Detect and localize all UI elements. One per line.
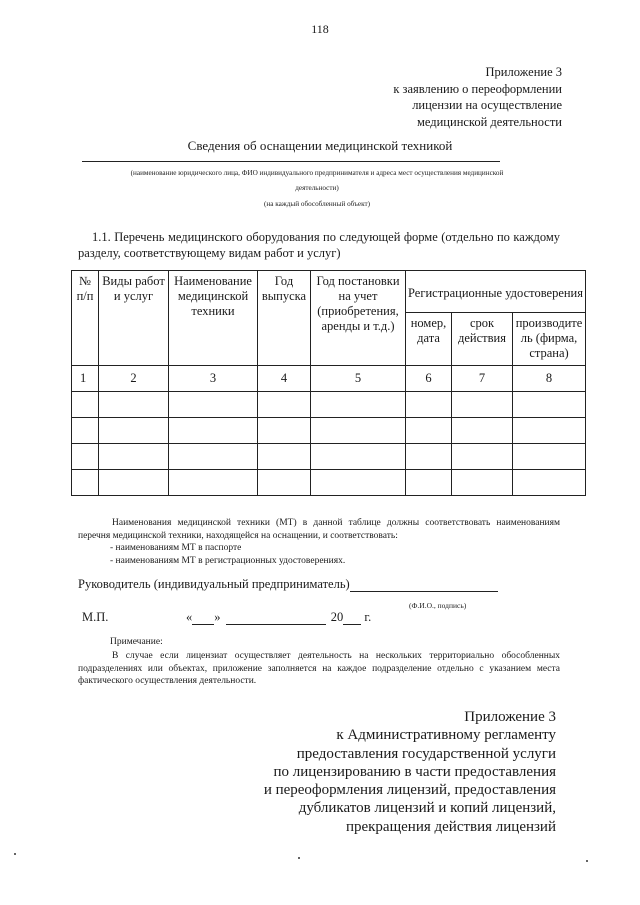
table-cell[interactable] <box>99 418 169 444</box>
table-cell[interactable] <box>72 418 99 444</box>
date-day-field[interactable] <box>192 624 214 625</box>
appendix-top-line: медицинской деятельности <box>416 114 562 129</box>
table-cell[interactable] <box>452 392 513 418</box>
header-name: Наименование медицинской техники <box>169 271 258 366</box>
table-row <box>72 392 586 418</box>
table-cell[interactable] <box>169 470 258 496</box>
date-open-quote: « <box>186 610 193 624</box>
column-number: 3 <box>169 366 258 392</box>
column-number-row <box>72 366 586 392</box>
table-cell[interactable] <box>258 444 311 470</box>
page-number: 118 <box>311 22 329 36</box>
table-cell[interactable] <box>72 444 99 470</box>
table-cell[interactable] <box>406 418 452 444</box>
header-certs: Регистрационные удостоверения <box>406 271 586 313</box>
caption-line-2: деятельности) <box>295 184 339 192</box>
column-number: 5 <box>311 366 406 392</box>
header-types: Виды работ и услуг <box>99 271 169 366</box>
appendix-top-block <box>393 64 562 130</box>
appendix-top-line: к заявлению о переоформлении <box>393 81 562 96</box>
table-cell[interactable] <box>311 392 406 418</box>
caption-line-1: (наименование юридического лица, ФИО индивидуального предпринимателя и адреса мест осуществления медицинской <box>130 169 504 177</box>
date-line <box>186 610 371 625</box>
table-cell[interactable] <box>452 470 513 496</box>
stamp-label: М.П. <box>82 610 109 624</box>
header-reg-year: Год постановки на учет (приобретения, аренды и т.д.) <box>311 271 406 366</box>
table-note-bullet: - наименованиям МТ в регистрационных удостоверениях. <box>110 555 346 566</box>
table-cell[interactable] <box>72 392 99 418</box>
equipment-table <box>71 270 586 496</box>
appendix-top-line: лицензии на осуществление <box>412 98 562 112</box>
header-year: Год выпуска <box>258 271 311 366</box>
header-num: № п/п <box>72 271 99 366</box>
table-cell[interactable] <box>311 418 406 444</box>
document-title: Сведения об оснащении медицинской техникой <box>187 138 453 153</box>
appendix-top-line: Приложение 3 <box>485 65 562 79</box>
column-number: 6 <box>406 366 452 392</box>
appendix-bottom-line: к Административному регламенту <box>336 727 556 744</box>
table-cell[interactable] <box>452 444 513 470</box>
table-row <box>72 444 586 470</box>
head-signature-field[interactable] <box>350 591 498 592</box>
caption-line-3: (на каждый обособленный объект) <box>263 200 371 208</box>
appendix-bottom-line: предоставления государственной услуги <box>296 745 556 762</box>
column-number: 2 <box>99 366 169 392</box>
header-cert-maker: производите ль (фирма, страна) <box>513 313 586 366</box>
head-signature-line <box>78 577 498 592</box>
appendix-bottom-line: прекращения действия лицензий <box>345 818 556 835</box>
column-number: 1 <box>72 366 99 392</box>
date-month-field[interactable] <box>226 624 326 625</box>
scan-speck <box>14 853 16 855</box>
organization-fill-line <box>82 161 500 162</box>
table-note <box>78 517 560 567</box>
table-cell[interactable] <box>169 392 258 418</box>
table-cell[interactable] <box>258 392 311 418</box>
appendix-bottom-line: по лицензированию в части предоставления <box>273 763 556 780</box>
table-cell[interactable] <box>513 418 586 444</box>
column-number: 4 <box>258 366 311 392</box>
appendix-bottom-line: дубликатов лицензий и копий лицензий, <box>298 800 556 817</box>
table-cell[interactable] <box>99 444 169 470</box>
remark-label: Примечание: <box>110 637 163 647</box>
table-cell[interactable] <box>311 470 406 496</box>
header-cert-num: номер, дата <box>406 313 452 366</box>
table-cell[interactable] <box>169 418 258 444</box>
scan-speck <box>586 860 588 862</box>
remark-text: В случае если лицензиат осуществляет деятельность на нескольких территориально обособленных подразделениях или объектах, приложение заполняется на каждое подразделение отдельно с указанием места фактического осуществления деятельности. <box>78 651 560 686</box>
table-note-text: Наименования медицинской техники (МТ) в данной таблице должны соответствовать наименованиям перечня медицинской техники, находящейся на оснащении, и соответствовать: <box>78 518 560 541</box>
date-year-field[interactable] <box>343 624 361 625</box>
date-year-suffix: г. <box>364 610 372 624</box>
table-cell[interactable] <box>72 470 99 496</box>
table-cell[interactable] <box>406 392 452 418</box>
scan-speck <box>298 857 300 859</box>
table-cell[interactable] <box>258 418 311 444</box>
fio-caption: (Ф.И.О., подпись) <box>409 601 467 610</box>
appendix-bottom-line: и переоформления лицензий, предоставления <box>263 782 556 799</box>
table-note-bullet: - наименованиям МТ в паспорте <box>110 543 242 553</box>
table-cell[interactable] <box>169 444 258 470</box>
table-cell[interactable] <box>311 444 406 470</box>
date-close-quote: » <box>214 610 221 624</box>
head-label: Руководитель (индивидуальный предприниматель) <box>78 577 350 591</box>
appendix-bottom-block <box>264 708 556 836</box>
table-cell[interactable] <box>99 392 169 418</box>
table-row <box>72 470 586 496</box>
table-cell[interactable] <box>452 418 513 444</box>
table-row <box>72 418 586 444</box>
table-cell[interactable] <box>513 392 586 418</box>
column-number: 8 <box>513 366 586 392</box>
table-cell[interactable] <box>99 470 169 496</box>
table-cell[interactable] <box>513 444 586 470</box>
equipment-list-paragraph: 1.1. Перечень медицинского оборудования по следующей форме (отдельно по каждому разделу, соответствующему видам работ и услуг) <box>78 230 560 260</box>
header-cert-term: срок действия <box>452 313 513 366</box>
table-cell[interactable] <box>258 470 311 496</box>
column-number: 7 <box>452 366 513 392</box>
table-cell[interactable] <box>406 444 452 470</box>
appendix-bottom-line: Приложение 3 <box>464 709 556 725</box>
table-cell[interactable] <box>513 470 586 496</box>
table-cell[interactable] <box>406 470 452 496</box>
date-year-prefix: 20 <box>330 610 344 624</box>
